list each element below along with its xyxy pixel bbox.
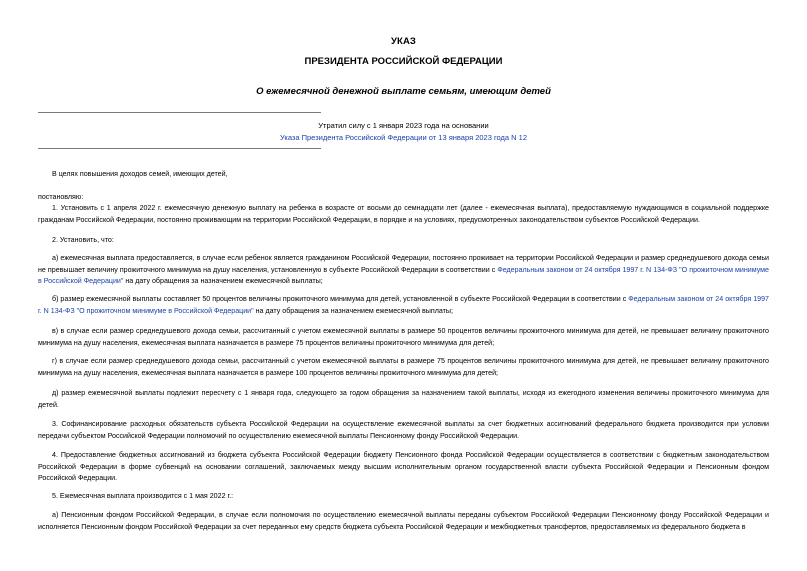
repeal-decree-link[interactable]: Указа Президента Российской Федерации от 13 января 2023 года N 12 [279, 133, 528, 142]
decree-word: постановляю: [38, 193, 84, 201]
paragraph-2e: д) размер ежемесячной выплаты подлежит пересчету с 1 января года, следующего за годом обращения за назначением такой выплаты, исходя из ежегодного изменения величины прожиточного минимума для детей. [38, 389, 769, 409]
decree-subject-title: О ежемесячной денежной выплате семьям, имеющим детей [256, 86, 551, 97]
federal-law-link[interactable]: Федеральным законом от 24 октября 1997 г. N 134-ФЗ "О прожиточном минимуме в Российской Федерации" [38, 265, 769, 286]
paragraph-2b [38, 294, 769, 317]
paragraph-3: 3. Софинансирование расходных обязательств субъекта Российской Федерации на осуществление ежемесячной выплаты за счет бюджетных ассигнований федерального бюджета производится при условии передачи субъектом Российской Федерации полномочий по осуществлению ежемесячной выплаты Пенсионному фонду Российской Федерации. [38, 420, 769, 440]
paragraph-2b-end: на дату обращения за назначением ежемесячной выплаты; [253, 306, 453, 315]
paragraph-5a: а) Пенсионным фондом Российской Федерации, в случае если полномочия по осуществлению ежемесячной выплаты переданы субъектом Российской Федерации Пенсионному фонду Российской Федерации и исполняется Пенсионным фондом Российской Федерации за счет переданных ему средств бюджета субъекта Российской Федерации и межбюджетных трансфертов, предоставляемых из федерального бюджета в [38, 511, 769, 531]
intro-paragraph: В целях повышения доходов семей, имеющих детей, [52, 170, 228, 178]
issuer-heading: ПРЕЗИДЕНТА РОССИЙСКОЙ ФЕДЕРАЦИИ [304, 56, 503, 67]
paragraph-2b-text: б) размер ежемесячной выплаты составляет 50 процентов величины прожиточного минимума для детей, установленной в субъекте Российской Федерации в соответствии с [52, 295, 629, 303]
paragraph-1: 1. Установить с 1 апреля 2022 г. ежемесячную денежную выплату на ребенка в возрасте от восьми до семнадцати лет (далее - ежемесячная выплата), предоставляемую нуждающимся в социальной поддержке гражданам Российской Федерации, постоянно проживающим на территории Российской Федерации, в порядке и на условиях, предусмотренных законодательством субъектов Российской Федерации. [38, 204, 769, 224]
paragraph-2a-end: на дату обращения за назначением ежемесячной выплаты; [123, 277, 323, 286]
bottom-divider [38, 148, 321, 149]
status-note-text: Утратил силу с 1 января 2023 года на основании [318, 121, 489, 130]
paragraph-4: 4. Предоставление бюджетных ассигнований из бюджета субъекта Российской Федерации бюджету Пенсионного фонда Российской Федерации осуществляется в соответствии с бюджетным законодательством Российской Федерации в форме субвенций на основании соглашений, заключаемых между высшим исполнительным органом государственной власти субъекта Российской Федерации и Пенсионным фондом Российской Федерации. [38, 451, 769, 483]
decree-heading: УКАЗ [391, 36, 416, 47]
top-divider [38, 112, 321, 113]
paragraph-2a-text: а) ежемесячная выплата предоставляется, в случае если ребенок является гражданином Российской Федерации, постоянно проживает на территории Российской Федерации и размер среднедушевого дохода семьи не превышает величину прожиточного минимума на душу населения, установленную в субъекте Российской Федерации в соответствии с [38, 254, 769, 274]
paragraph-2a [38, 253, 769, 288]
paragraph-2d: г) в случае если размер среднедушевого дохода семьи, рассчитанный с учетом ежемесячной выплаты в размере 75 процентов величины прожиточного минимума для детей, не превышает величину прожиточного минимума на душу населения, ежемесячная выплата назначается в размере 100 процентов величины прожиточного минимума для детей; [38, 357, 769, 377]
federal-law-link-2[interactable]: Федеральным законом от 24 октября 1997 г. N 134-ФЗ "О прожиточном минимуме в Российской Федерации" [38, 295, 769, 315]
paragraph-5: 5. Ежемесячная выплата производится с 1 мая 2022 г.: [52, 492, 234, 500]
paragraph-2c: в) в случае если размер среднедушевого дохода семьи, рассчитанный с учетом ежемесячной выплаты в размере 50 процентов величины прожиточного минимума для детей, не превышает величину прожиточного минимума на душу населения, ежемесячная выплата назначается в размере 75 процентов величины прожиточного минимума для детей; [38, 327, 769, 347]
paragraph-2: 2. Установить, что: [52, 236, 114, 244]
